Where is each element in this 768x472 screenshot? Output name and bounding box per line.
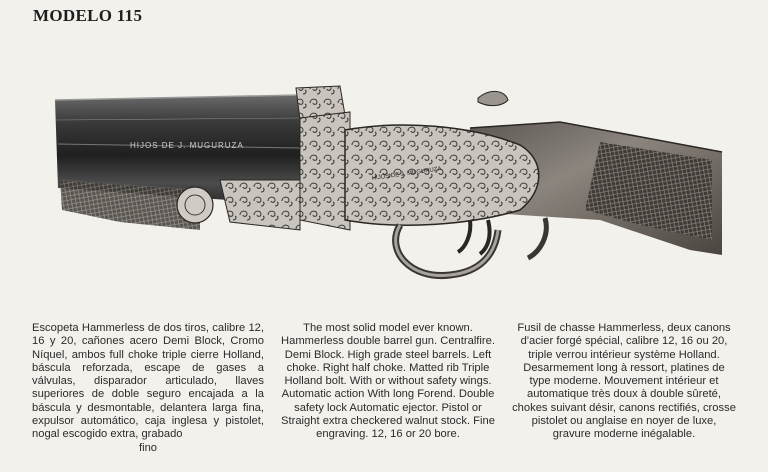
top-lever [478, 91, 508, 105]
description-spanish-text: Escopeta Hammerless de dos tiros, calibre 12, 16 y 20, cañones acero Demi Block, Cromo Níquel, ambos full choke triple cierre Holland, báscula reforzada, escape de gases a válvulas, disparador articulado, llaves superiores de doble seguro encajada a la báscula y desmontable, delantera larga fina, expulsor automático, caja inglesa y pistolet, nogal escogido extra, grabado [32, 322, 264, 441]
description-spanish-last-line: fino [138, 441, 158, 454]
description-spanish [32, 322, 264, 455]
description-english: The most solid model ever known. Hammerless double barrel gun. Centralfire. Demi Block. High grade steel barrels. Left choke. Right half choke. Matted rib Triple Holland bolt. With or without safety wings. Automatic action With long Forend. Double safety lock Automatic ejector. Pistol or Straight extra checkered walnut stock. Fine engraving. 12, 16 or 20 bore. [281, 322, 495, 441]
description-french: Fusil de chasse Hammerless, deux canons d'acier forgé spécial, calibre 12, 16 ou 20, triple verrou intérieur système Holland. Desarmement long à ressort, platines de type moderne. Mouvement intérieur et automatique très doux à double sûreté, chokes suivant désir, canons rectifiés, crosse pistolet ou anglaise en noyer de luxe, gravure moderne inégalable. [512, 322, 736, 441]
page-title: MODELO 115 [33, 6, 143, 25]
lock-inscription: HIJOS DE J. MUGURUZA [371, 166, 442, 182]
shotgun-illustration [0, 40, 768, 315]
barrel-inscription: HIJOS DE J. MUGURUZA [130, 141, 244, 150]
trigger-guard [396, 218, 547, 276]
